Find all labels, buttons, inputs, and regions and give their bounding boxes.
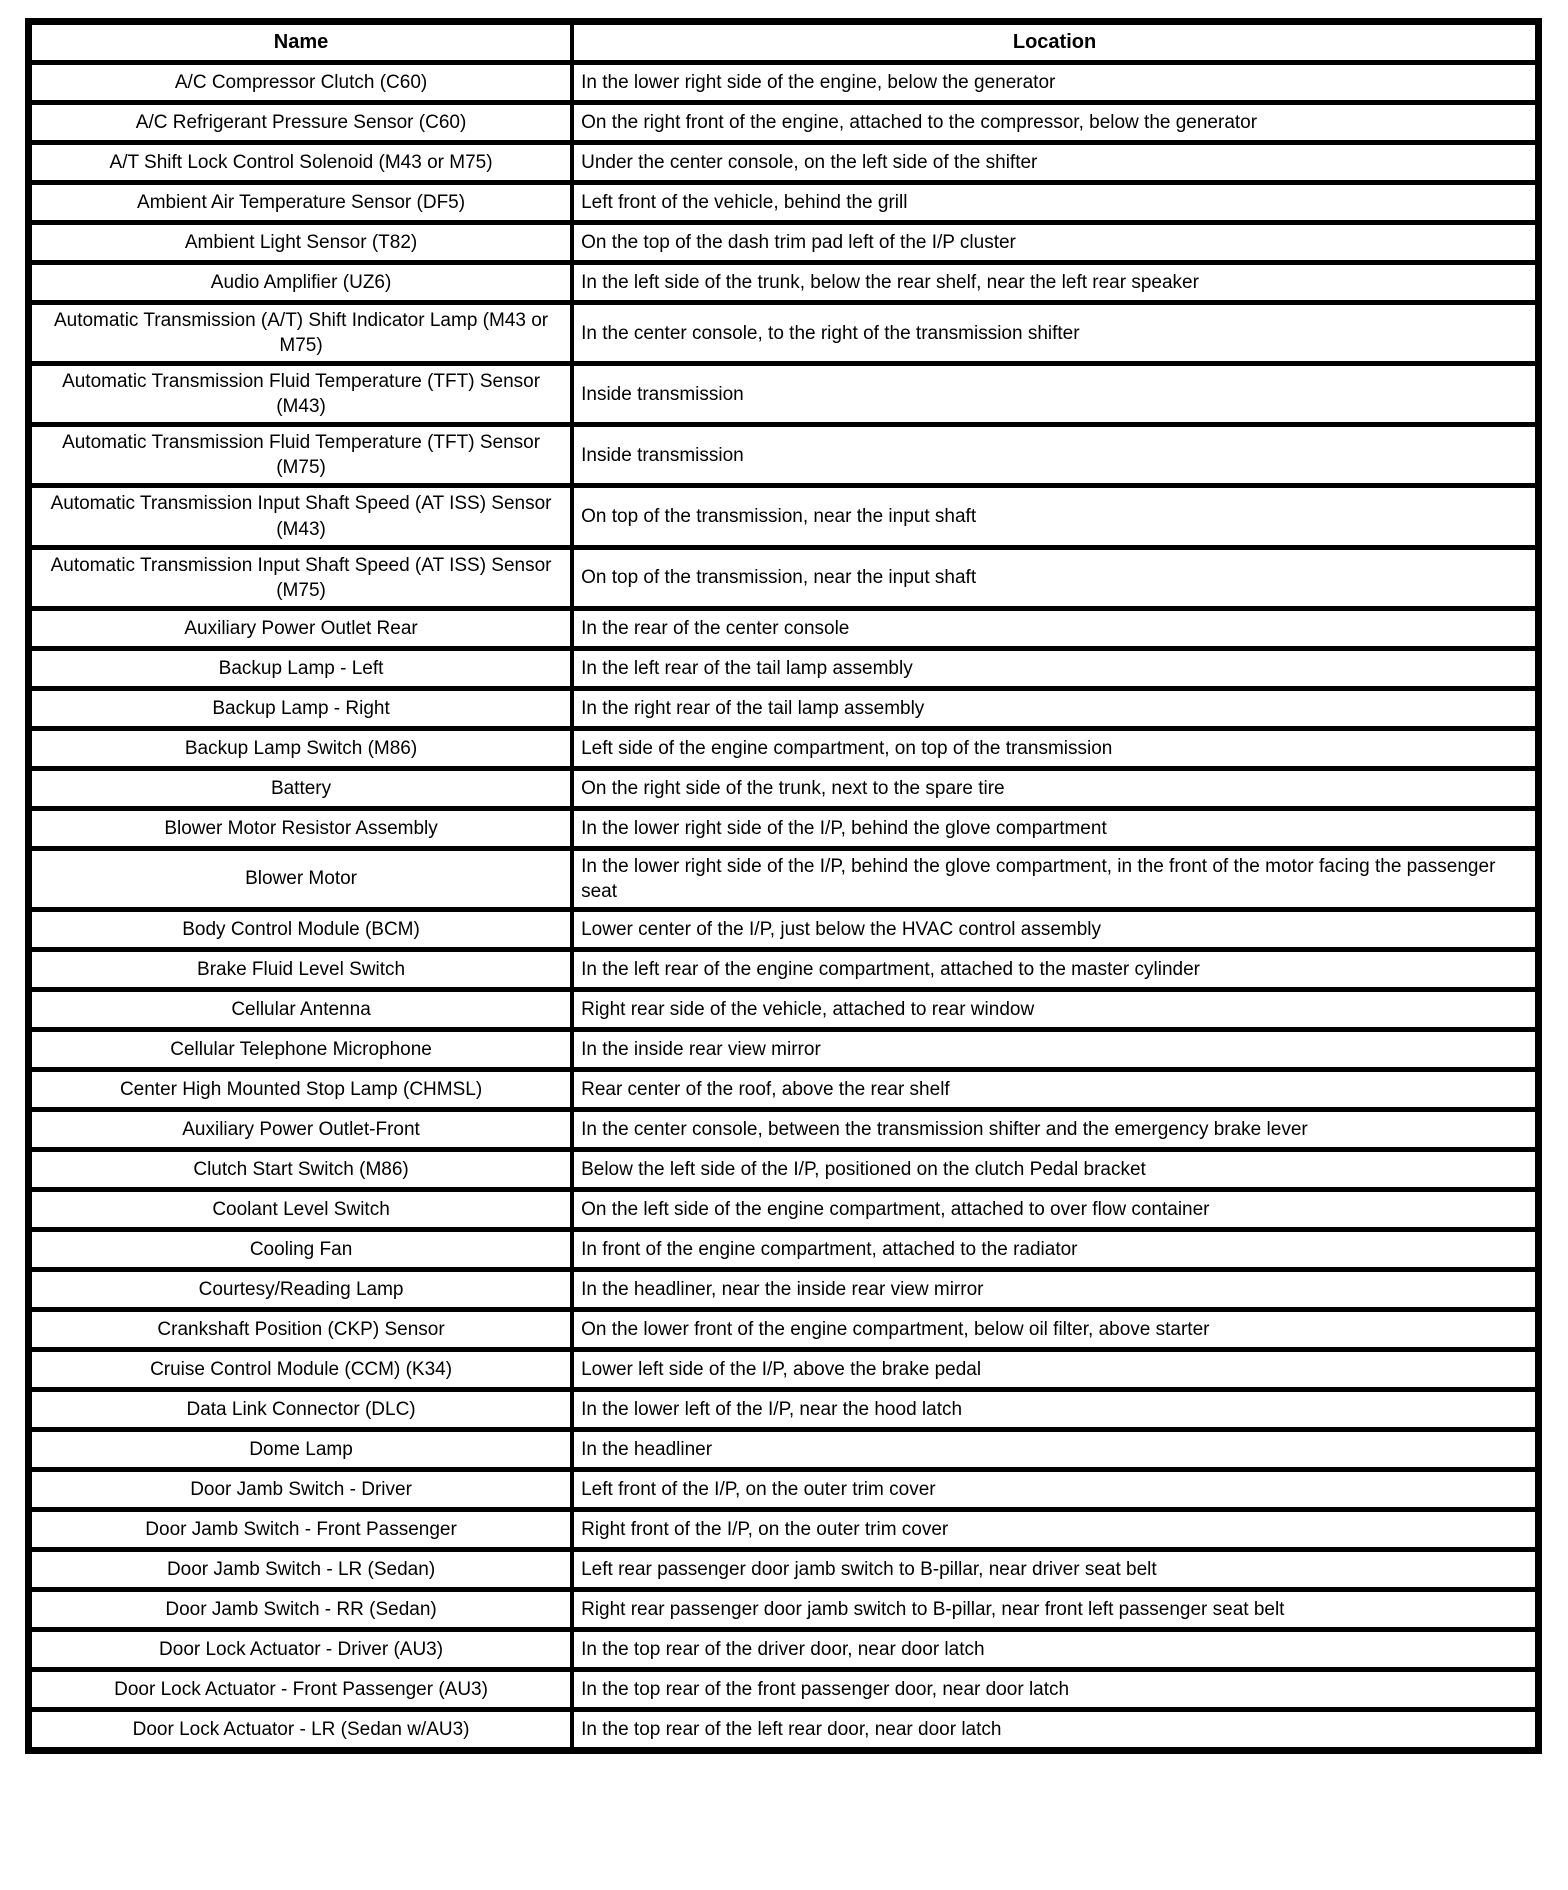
location-cell: On the left side of the engine compartment, attached to over flow container [572, 1189, 1538, 1229]
table-row [29, 1709, 1539, 1750]
table-row [29, 1429, 1539, 1469]
name-cell: A/C Compressor Clutch (C60) [29, 63, 573, 103]
name-cell: Auxiliary Power Outlet Rear [29, 608, 573, 648]
table-row [29, 688, 1539, 728]
name-cell: Auxiliary Power Outlet-Front [29, 1109, 573, 1149]
name-cell: Ambient Light Sensor (T82) [29, 223, 573, 263]
table-row [29, 989, 1539, 1029]
table-row [29, 1309, 1539, 1349]
location-cell: Right rear side of the vehicle, attached to rear window [572, 989, 1538, 1029]
name-cell: Courtesy/Reading Lamp [29, 1269, 573, 1309]
location-cell: Right rear passenger door jamb switch to B-pillar, near front left passenger seat belt [572, 1589, 1538, 1629]
name-cell: Automatic Transmission Input Shaft Speed (AT ISS) Sensor (M75) [29, 547, 573, 608]
name-cell: Ambient Air Temperature Sensor (DF5) [29, 183, 573, 223]
table-row [29, 425, 1539, 486]
name-cell: Door Jamb Switch - Front Passenger [29, 1509, 573, 1549]
table-row [29, 728, 1539, 768]
table-row [29, 1669, 1539, 1709]
table-row [29, 1069, 1539, 1109]
location-cell: In the lower right side of the engine, below the generator [572, 63, 1538, 103]
location-cell: Inside transmission [572, 364, 1538, 425]
location-cell: Lower center of the I/P, just below the HVAC control assembly [572, 909, 1538, 949]
name-cell: Door Lock Actuator - Front Passenger (AU3) [29, 1669, 573, 1709]
location-cell: On the right front of the engine, attached to the compressor, below the generator [572, 103, 1538, 143]
name-cell: Blower Motor Resistor Assembly [29, 808, 573, 848]
table-row [29, 1469, 1539, 1509]
location-cell: Rear center of the roof, above the rear shelf [572, 1069, 1538, 1109]
location-cell: In the top rear of the front passenger door, near door latch [572, 1669, 1538, 1709]
table-row [29, 1549, 1539, 1589]
location-cell: Right front of the I/P, on the outer trim cover [572, 1509, 1538, 1549]
location-cell: In the top rear of the left rear door, near door latch [572, 1709, 1538, 1750]
name-cell: Clutch Start Switch (M86) [29, 1149, 573, 1189]
name-cell: Automatic Transmission Fluid Temperature (TFT) Sensor (M75) [29, 425, 573, 486]
location-cell: In the lower right side of the I/P, behind the glove compartment, in the front of the motor facing the passenger seat [572, 848, 1538, 909]
location-cell: Inside transmission [572, 425, 1538, 486]
name-cell: Center High Mounted Stop Lamp (CHMSL) [29, 1069, 573, 1109]
column-header-name: Name [29, 22, 573, 63]
name-cell: Body Control Module (BCM) [29, 909, 573, 949]
location-cell: In the left rear of the engine compartment, attached to the master cylinder [572, 949, 1538, 989]
name-cell: Door Jamb Switch - LR (Sedan) [29, 1549, 573, 1589]
location-cell: In the rear of the center console [572, 608, 1538, 648]
table-body [29, 63, 1539, 1751]
name-cell: Audio Amplifier (UZ6) [29, 263, 573, 303]
location-cell: On top of the transmission, near the input shaft [572, 486, 1538, 547]
location-cell: In the center console, to the right of the transmission shifter [572, 303, 1538, 364]
name-cell: Cellular Telephone Microphone [29, 1029, 573, 1069]
location-cell: In the right rear of the tail lamp assembly [572, 688, 1538, 728]
component-location-table [25, 18, 1542, 1754]
table-row [29, 1029, 1539, 1069]
table-row [29, 848, 1539, 909]
location-cell: In the lower right side of the I/P, behind the glove compartment [572, 808, 1538, 848]
name-cell: Blower Motor [29, 848, 573, 909]
name-cell: Data Link Connector (DLC) [29, 1389, 573, 1429]
location-cell: On the right side of the trunk, next to the spare tire [572, 768, 1538, 808]
name-cell: Automatic Transmission Fluid Temperature (TFT) Sensor (M43) [29, 364, 573, 425]
table-row [29, 1269, 1539, 1309]
table-row [29, 103, 1539, 143]
table-row [29, 183, 1539, 223]
location-cell: In the left rear of the tail lamp assembly [572, 648, 1538, 688]
table-row [29, 1109, 1539, 1149]
table-row [29, 223, 1539, 263]
location-cell: On top of the transmission, near the input shaft [572, 547, 1538, 608]
table-row [29, 1149, 1539, 1189]
name-cell: Door Jamb Switch - Driver [29, 1469, 573, 1509]
table-row [29, 1189, 1539, 1229]
name-cell: Cooling Fan [29, 1229, 573, 1269]
location-cell: Below the left side of the I/P, positioned on the clutch Pedal bracket [572, 1149, 1538, 1189]
location-cell: In the lower left of the I/P, near the hood latch [572, 1389, 1538, 1429]
name-cell: Backup Lamp Switch (M86) [29, 728, 573, 768]
location-cell: Left front of the I/P, on the outer trim cover [572, 1469, 1538, 1509]
table-row [29, 909, 1539, 949]
table-row [29, 1509, 1539, 1549]
name-cell: A/C Refrigerant Pressure Sensor (C60) [29, 103, 573, 143]
location-cell: In the left side of the trunk, below the rear shelf, near the left rear speaker [572, 263, 1538, 303]
name-cell: Backup Lamp - Right [29, 688, 573, 728]
location-cell: In the headliner, near the inside rear view mirror [572, 1269, 1538, 1309]
location-cell: Lower left side of the I/P, above the brake pedal [572, 1349, 1538, 1389]
name-cell: Crankshaft Position (CKP) Sensor [29, 1309, 573, 1349]
table-row [29, 63, 1539, 103]
table-row [29, 547, 1539, 608]
name-cell: Dome Lamp [29, 1429, 573, 1469]
table-row [29, 263, 1539, 303]
name-cell: A/T Shift Lock Control Solenoid (M43 or M75) [29, 143, 573, 183]
location-cell: On the lower front of the engine compartment, below oil filter, above starter [572, 1309, 1538, 1349]
table-row [29, 768, 1539, 808]
location-cell: Left rear passenger door jamb switch to B-pillar, near driver seat belt [572, 1549, 1538, 1589]
location-cell: In the inside rear view mirror [572, 1029, 1538, 1069]
table-row [29, 303, 1539, 364]
location-cell: Under the center console, on the left side of the shifter [572, 143, 1538, 183]
column-header-location: Location [572, 22, 1538, 63]
table-row [29, 608, 1539, 648]
table-row [29, 1349, 1539, 1389]
name-cell: Door Lock Actuator - LR (Sedan w/AU3) [29, 1709, 573, 1750]
name-cell: Coolant Level Switch [29, 1189, 573, 1229]
table-row [29, 808, 1539, 848]
table-row [29, 1589, 1539, 1629]
location-cell: On the top of the dash trim pad left of the I/P cluster [572, 223, 1538, 263]
name-cell: Backup Lamp - Left [29, 648, 573, 688]
table-row [29, 364, 1539, 425]
table-row [29, 1389, 1539, 1429]
location-cell: In the center console, between the transmission shifter and the emergency brake lever [572, 1109, 1538, 1149]
location-cell: In the headliner [572, 1429, 1538, 1469]
name-cell: Brake Fluid Level Switch [29, 949, 573, 989]
name-cell: Automatic Transmission Input Shaft Speed (AT ISS) Sensor (M43) [29, 486, 573, 547]
location-cell: In front of the engine compartment, attached to the radiator [572, 1229, 1538, 1269]
table-row [29, 949, 1539, 989]
location-cell: In the top rear of the driver door, near door latch [572, 1629, 1538, 1669]
location-cell: Left front of the vehicle, behind the grill [572, 183, 1538, 223]
table-row [29, 648, 1539, 688]
name-cell: Battery [29, 768, 573, 808]
name-cell: Cellular Antenna [29, 989, 573, 1029]
location-cell: Left side of the engine compartment, on top of the transmission [572, 728, 1538, 768]
table-row [29, 486, 1539, 547]
header-row [29, 22, 1539, 63]
name-cell: Automatic Transmission (A/T) Shift Indicator Lamp (M43 or M75) [29, 303, 573, 364]
table-row [29, 1229, 1539, 1269]
name-cell: Cruise Control Module (CCM) (K34) [29, 1349, 573, 1389]
name-cell: Door Jamb Switch - RR (Sedan) [29, 1589, 573, 1629]
name-cell: Door Lock Actuator - Driver (AU3) [29, 1629, 573, 1669]
table-row [29, 1629, 1539, 1669]
table-row [29, 143, 1539, 183]
